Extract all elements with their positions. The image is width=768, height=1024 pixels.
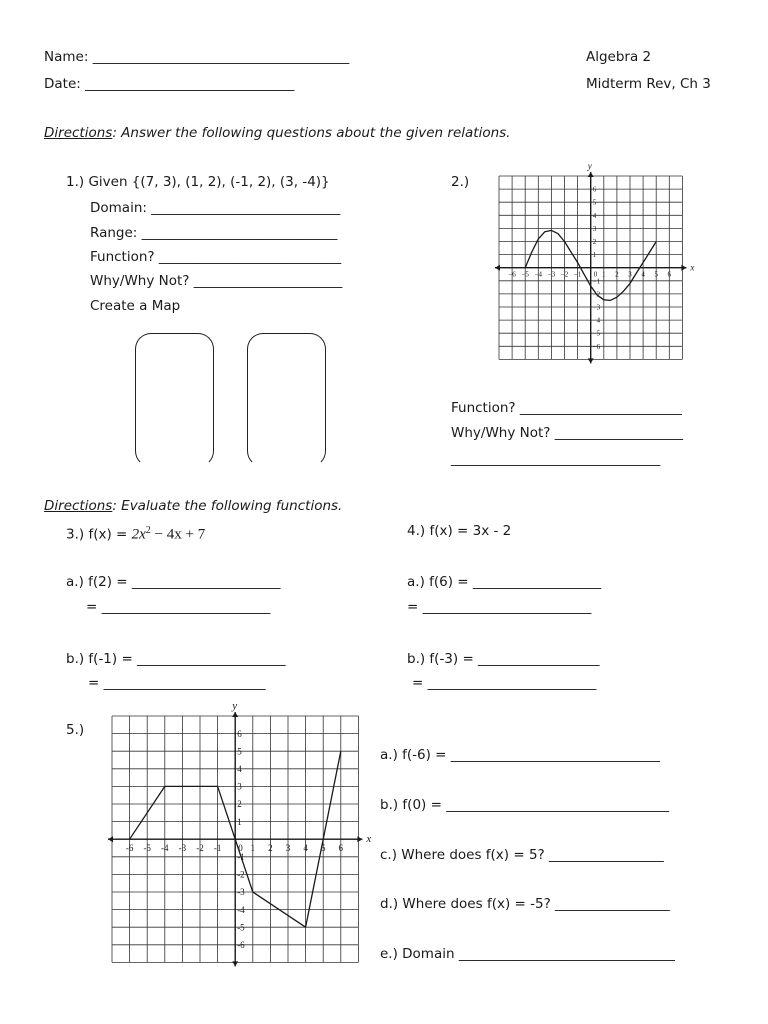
directions-1 [44,124,510,142]
map-range-box[interactable] [247,333,326,467]
q5-b[interactable]: b.) f(0) = _________________________________ [380,797,669,813]
x-tick-label: 4 [303,843,308,854]
y-tick-label: 6 [592,185,597,194]
map-domain-box[interactable] [135,333,214,467]
y-axis-label: y [587,161,592,171]
q1-domain[interactable]: Domain: ____________________________ [90,200,341,216]
x-tick-label: 5 [654,270,658,279]
x-tick-label: 6 [338,843,344,854]
y-tick-label: 5 [592,198,597,207]
q3-expr-rest: − 4x + 7 [150,526,206,543]
x-tick-label: 4 [641,270,645,279]
x-tick-label: −5 [521,270,529,279]
q4-b[interactable]: b.) f(-3) = __________________ [407,651,600,667]
x-tick-label: -1 [213,843,222,854]
q2-function[interactable]: Function? ________________________ [451,400,682,416]
y-axis-arrow-down [588,358,594,363]
x-tick-label: -5 [143,843,151,854]
x-axis-arrow-right [681,265,686,271]
y-tick-label: 1 [592,251,597,260]
q1-map-label: Create a Map [90,298,181,314]
x-tick-label: −4 [534,270,543,279]
q4-function: 4.) f(x) = 3x - 2 [407,523,512,539]
course-title: Algebra 2 [586,49,652,65]
y-tick-label: 3 [237,781,242,792]
q3-a[interactable]: a.) f(2) = ______________________ [66,574,281,590]
x-tick-label: -4 [161,843,169,854]
unit-title: Midterm Rev, Ch 3 [586,76,711,92]
x-tick-label: 2 [615,270,619,279]
q4-b-cont[interactable]: = _________________________ [412,675,597,691]
x-tick-label: -2 [196,843,204,854]
x-tick-label: −3 [547,270,556,279]
y-tick-label: -3 [237,887,245,898]
y-tick-label: 2 [592,237,597,246]
y-tick-label: -1 [237,851,245,862]
name-line [44,48,349,66]
y-tick-label: 4 [592,211,597,220]
y-tick-label: 4 [237,763,242,774]
y-tick-label: -2 [237,869,245,880]
q5-graph [108,702,370,984]
x-tick-label: 0 [593,270,598,279]
q3-a-cont[interactable]: = _________________________ [86,599,271,615]
x-axis-arrow-right [357,836,362,842]
directions-text: : Answer the following questions about the given relations. [112,125,511,141]
x-tick-label: −2 [560,270,569,279]
x-axis-arrow-left [495,265,500,271]
x-tick-label: 0 [238,843,243,854]
date-line [44,75,294,93]
y-tick-label: −6 [592,342,601,351]
date-label: Date: [44,76,81,92]
y-tick-label: 3 [592,224,597,233]
x-axis-arrow-left [108,836,113,842]
y-tick-label: 2 [237,799,242,810]
q1-range[interactable]: Range: _____________________________ [90,225,338,241]
y-axis-arrow-up [232,712,238,717]
q3-expr-coef: 2x [131,526,146,543]
q5-a[interactable]: a.) f(-6) = _______________________________ [380,747,661,763]
name-field[interactable]: ______________________________________ [92,49,350,65]
q2-why[interactable]: Why/Why Not? ___________________ [451,425,683,441]
x-axis-label: x [366,833,372,846]
q5-d[interactable]: d.) Where does f(x) = -5? _________________ [380,896,670,912]
q1-why[interactable]: Why/Why Not? ______________________ [90,273,343,289]
y-tick-label: −5 [592,329,601,338]
y-axis-arrow-down [232,961,238,966]
q2-blank[interactable]: _______________________________ [451,451,661,467]
directions-label: Directions [44,498,113,514]
y-tick-label: -5 [237,922,245,933]
y-tick-label: 6 [237,728,242,739]
q5-number: 5.) [66,722,85,738]
name-label: Name: [44,49,89,65]
x-tick-label: 1 [250,843,256,854]
q2-number: 2.) [451,174,470,190]
q1-prompt: 1.) Given {(7, 3), (1, 2), (-1, 2), (3, -4)} [66,174,330,190]
directions-2 [44,497,342,515]
y-tick-label: 5 [237,746,242,757]
x-tick-label: 3 [628,270,632,279]
q3-b-cont[interactable]: = ________________________ [88,675,266,691]
x-tick-label: 6 [667,270,672,279]
date-field[interactable]: _______________________________ [85,76,295,92]
x-tick-label: -3 [178,843,187,854]
x-tick-label: 2 [268,843,273,854]
q4-a[interactable]: a.) f(6) = ___________________ [407,574,602,590]
y-tick-label: −3 [592,303,601,312]
q5-e[interactable]: e.) Domain ________________________________ [380,946,675,962]
x-tick-label: −6 [508,270,516,279]
x-tick-label: −1 [573,270,582,279]
x-tick-label: -6 [125,843,134,854]
directions-label: Directions [44,125,113,141]
q3-expr-exp: 2 [145,525,151,536]
y-tick-label: −4 [592,316,601,325]
q4-a-cont[interactable]: = _________________________ [407,599,592,615]
q2-graph [483,160,698,376]
y-axis-arrow-up [588,172,594,177]
y-axis-label: y [232,700,238,712]
q1-function[interactable]: Function? ___________________________ [90,249,342,265]
directions-text: : Evaluate the following functions. [112,498,343,514]
q5-c[interactable]: c.) Where does f(x) = 5? _________________ [380,847,664,863]
x-tick-label: 3 [285,843,291,854]
y-tick-label: -4 [237,904,245,915]
y-tick-label: 1 [237,816,242,827]
q3-function [66,522,205,544]
x-tick-label: 1 [602,270,606,279]
x-axis-label: x [690,262,695,273]
y-tick-label: -6 [237,939,245,950]
x-tick-label: 5 [320,843,326,854]
q3-b[interactable]: b.) f(-1) = ______________________ [66,651,286,667]
y-tick-label: −1 [592,277,601,286]
y-tick-label: −2 [592,290,601,299]
q3-lead: 3.) f(x) = [66,526,132,543]
